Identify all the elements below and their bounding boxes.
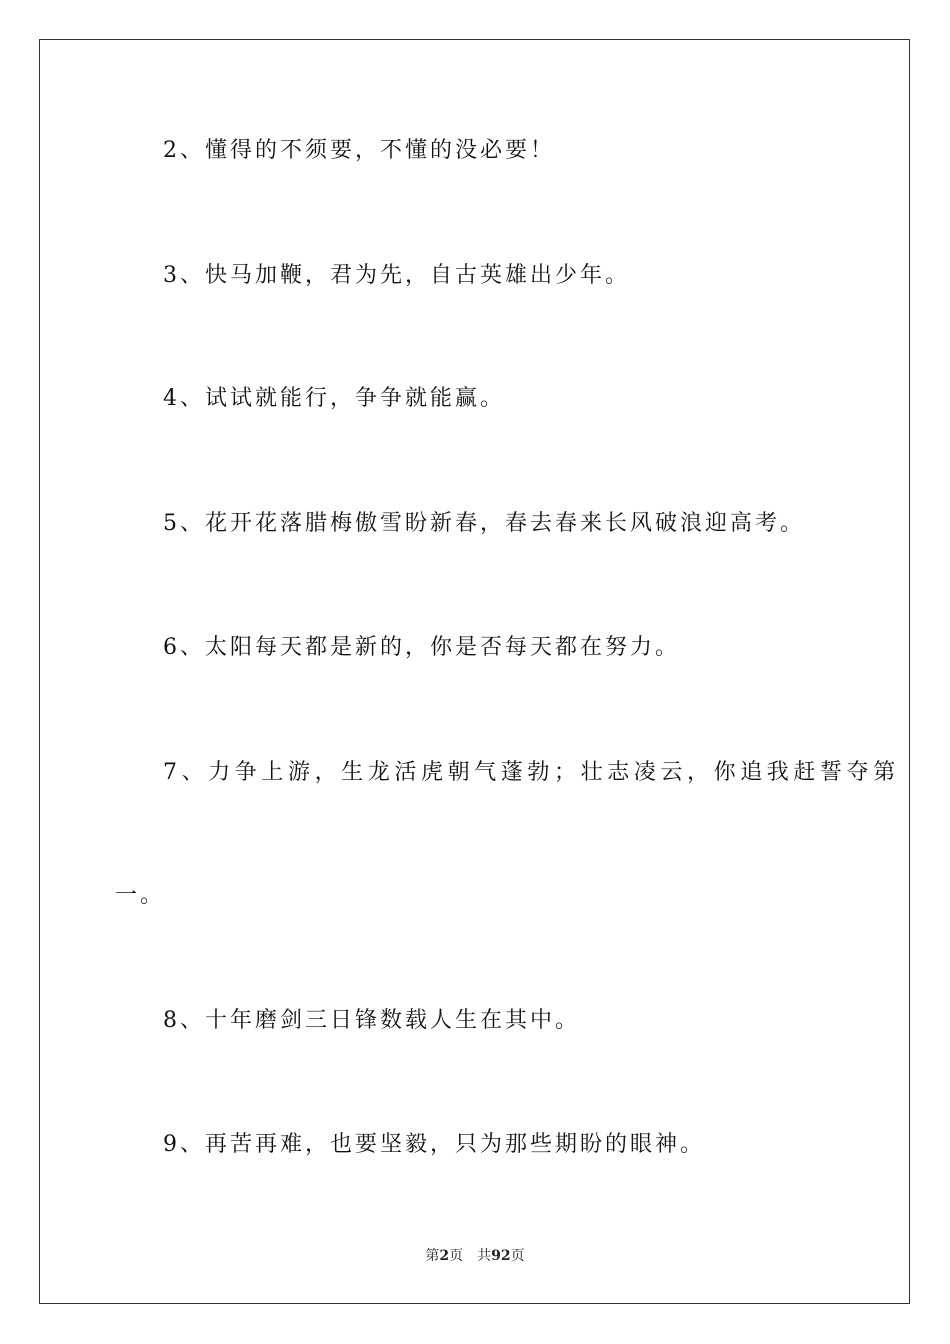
text-line-6: 6、太阳每天都是新的，你是否每天都在努力。 bbox=[163, 635, 680, 660]
total-suffix: 页 bbox=[510, 1248, 525, 1264]
total-prefix: 共 bbox=[477, 1248, 492, 1264]
page-footer bbox=[0, 1247, 950, 1265]
page-suffix: 页 bbox=[449, 1248, 464, 1264]
text-line-4: 4、试试就能行，争争就能赢。 bbox=[163, 386, 505, 411]
text-line-9: 9、再苦再难，也要坚毅，只为那些期盼的眼神。 bbox=[163, 1132, 705, 1157]
text-line-3: 3、快马加鞭，君为先，自古英雄出少年。 bbox=[163, 263, 630, 288]
text-line-8: 8、十年磨剑三日锋数载人生在其中。 bbox=[163, 1008, 580, 1033]
total-pages: 92 bbox=[491, 1248, 511, 1264]
page-prefix: 第 bbox=[425, 1248, 440, 1264]
text-line-5: 5、花开花落腊梅傲雪盼新春，春去春来长风破浪迎高考。 bbox=[163, 511, 805, 536]
page-frame bbox=[39, 39, 910, 1304]
text-line-7: 7、力争上游，生龙活虎朝气蓬勃；壮志凌云，你追我赶誓夺第 bbox=[163, 760, 900, 785]
text-line-7-continued: 一。 bbox=[115, 883, 166, 908]
text-line-2: 2、懂得的不须要，不懂的没必要！ bbox=[163, 138, 555, 163]
page-number: 2 bbox=[439, 1248, 450, 1264]
